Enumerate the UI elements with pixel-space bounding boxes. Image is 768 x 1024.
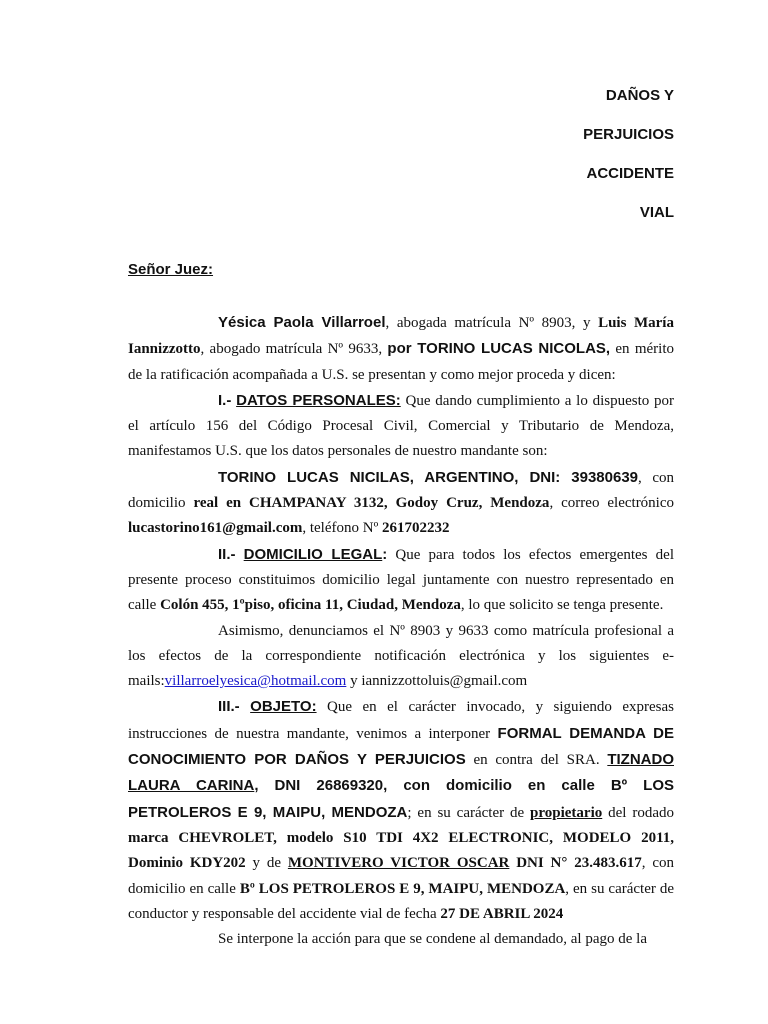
lawyer-name-2: Luis María Iannizzotto	[128, 315, 674, 358]
section-heading: DOMICILIO LEGAL	[243, 545, 383, 563]
client-email: lucastorino161@gmail.com	[128, 520, 303, 537]
section-heading: OBJETO:	[250, 698, 317, 716]
lawyer-name-1: Yésica Paola Villarroel	[218, 314, 386, 331]
vehicle-data: marca CHEVROLET, modelo S10 TDI 4X2 ELECTRONIC, MODELO 2011, Dominio KDY202	[128, 829, 674, 872]
section-number: III.-	[218, 698, 240, 716]
document-body	[128, 310, 674, 952]
accident-date: 27 DE ABRIL 2024	[440, 905, 564, 922]
closing-paragraph: Se interpone la acción para que se condene al demandado, al pago de la	[218, 931, 647, 948]
title-line-1: DAÑOS Y	[605, 87, 674, 104]
legal-address: Colón 455, 1ºpiso, oficina 11, Ciudad, Mendoza	[160, 597, 461, 614]
owner-role: propietario	[530, 804, 603, 821]
title-line-2: PERJUICIOS	[583, 126, 674, 143]
claim-type: FORMAL DEMANDA DE CONOCIMIENTO POR DAÑOS Y PERJUICIOS	[128, 724, 674, 769]
section-heading: DATOS PERSONALES:	[236, 391, 401, 409]
driver-name: MONTIVERO VICTOR OSCAR	[287, 855, 510, 872]
defendant-data: , DNI 26869320, con domicilio en calle Bº LOS PETROLEROS E 9, MAIPU, MENDOZA	[128, 777, 675, 821]
driver-id: DNI N° 23.483.617	[509, 855, 642, 872]
emails-paragraph: Asimismo, denunciamos el Nº 8903 y 9633 como matrícula profesional a los efectos de la correspondiente notificación electrónica y los siguientes e-mails:villarroelyesica@hotmail.com y iannizzottoluis@gmail.com	[128, 622, 674, 690]
section-objeto: III.- OBJETO: Que en el carácter invocado, y siguiendo expresas instrucciones de nuestra mandante, venimos a interponer FORMAL DEMANDA DE CONOCIMIENTO POR DAÑOS Y PERJUICIOS en contra del SRA. TIZNADO LAURA CARINA, DNI 26869320, con domicilio en calle Bº LOS PETROLEROS E 9, MAIPU, MENDOZA; en su carácter de propietario del rodado marca CHEVROLET, modelo S10 TDI 4X2 ELECTRONIC, MODELO 2011, Dominio KDY202 y de MONTIVERO VICTOR OSCAR DNI N° 23.483.617, con domicilio en calle Bº LOS PETROLEROS E 9, MAIPU, MENDOZA, en su carácter de conductor y responsable del accidente vial de fecha 27 DE ABRIL 2024	[128, 698, 675, 922]
salutation: Señor Juez:	[128, 261, 214, 278]
client-address: real en CHAMPANAY 3132, Godoy Cruz, Mendoza	[193, 495, 550, 512]
section-number: II.-	[218, 545, 236, 563]
section-domicilio-legal: II.- DOMICILIO LEGAL: Que para todos los efectos emergentes del presente proceso constituimos domicilio legal juntamente con nuestro representado en calle Colón 455, 1ºpiso, oficina 11, Ciudad, Mendoza, lo que solicito se tenga presente.	[128, 545, 675, 614]
email-link[interactable]: villarroelyesica@hotmail.com	[164, 673, 347, 690]
client-name: por TORINO LUCAS NICOLAS,	[387, 340, 611, 358]
driver-address: Bº LOS PETROLEROS E 9, MAIPU, MENDOZA	[239, 880, 566, 897]
defendant-name: TIZNADO LAURA CARINA	[128, 751, 674, 795]
client-id-data: TORINO LUCAS NICILAS, ARGENTINO, DNI: 39380639	[218, 468, 639, 486]
personal-data-paragraph: TORINO LUCAS NICILAS, ARGENTINO, DNI: 39380639, con domicilio real en CHAMPANAY 3132, Godoy Cruz, Mendoza, correo electrónico lucastorino161@gmail.com, teléfono Nº 261702232	[128, 468, 675, 537]
section-datos-personales: I.- DATOS PERSONALES: Que dando cumplimiento a lo dispuesto por el artículo 156 del Código Procesal Civil, Comercial y Tributario de Mendoza, manifestamos U.S. que los datos personales de nuestro mandante son:	[128, 391, 674, 460]
intro-paragraph: Yésica Paola Villarroel, abogada matrícula Nº 8903, y Luis María Iannizzotto, abogado matrícula Nº 9633, por TORINO LUCAS NICOLAS, en mérito de la ratificación acompañada a U.S. se presentan y como mejor proceda y dicen:	[128, 314, 674, 383]
client-phone: 261702232	[382, 520, 450, 537]
title-line-4: VIAL	[639, 204, 674, 221]
section-number: I.-	[218, 391, 232, 409]
title-line-3: ACCIDENTE	[586, 165, 674, 182]
